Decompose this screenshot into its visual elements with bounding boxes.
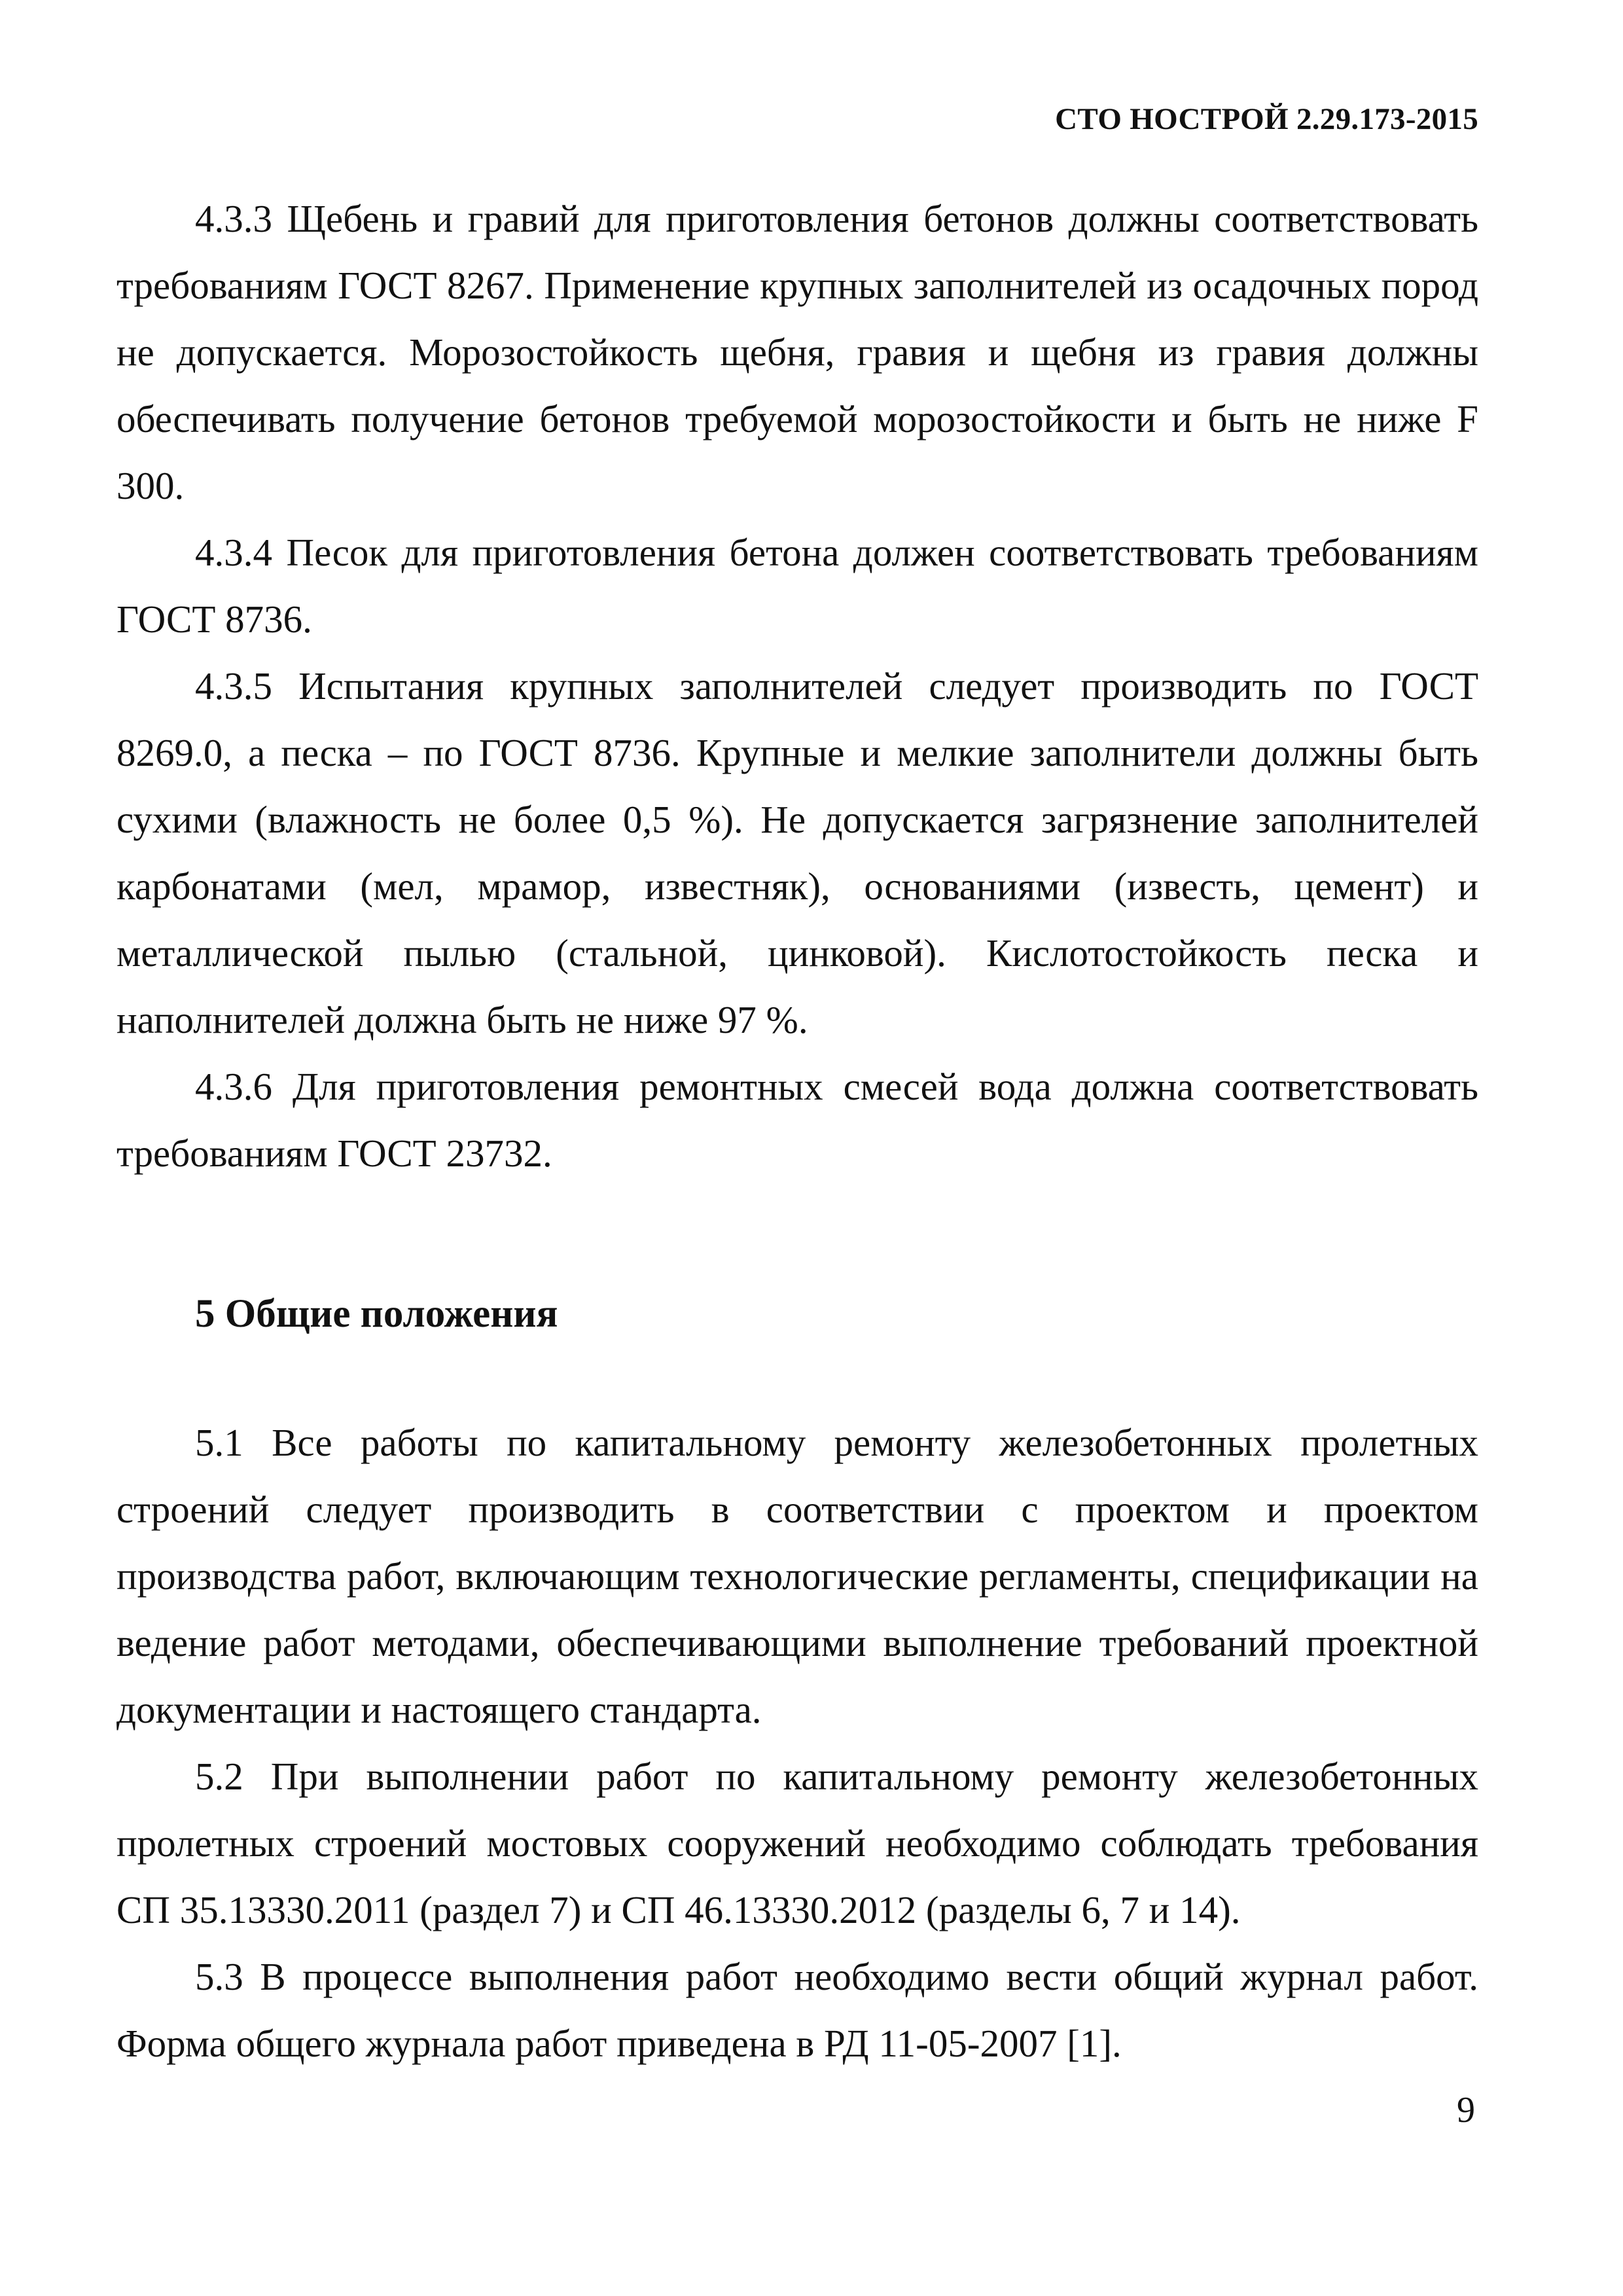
section-title: 5 Общие положения: [195, 1292, 558, 1336]
paragraph-5-3: 5.3 В процессе выполнения работ необходимо вести общий журнал работ. Форма общего журнала работ приведена в РД 11-05-2007 [1].: [116, 1955, 1478, 2065]
paragraph-4-3-4: 4.3.4 Песок для приготовления бетона должен соответствовать требованиям ГОСТ 8736.: [116, 531, 1478, 641]
paragraph-5-2: 5.2 При выполнении работ по капитальному ремонту железобетонных пролетных строений мостовых сооружений необходимо соблюдать требования СП 35.13330.2011 (раздел 7) и СП 46.13330.2012 (разделы 6, 7 и 14).: [116, 1755, 1478, 1931]
paragraph-5-1: 5.1 Все работы по капитальному ремонту железобетонных пролетных строений следует производить в соответствии с проектом и проектом производства работ, включающим технологические регламенты, спецификации на ведение работ методами, обеспечивающими выполнение требований проектной документации и настоящего стандарта.: [116, 1421, 1478, 1731]
page-content: [116, 185, 1478, 2077]
document-code-header: СТО НОСТРОЙ 2.29.173-2015: [1055, 102, 1478, 136]
page-number: 9: [1457, 2090, 1475, 2130]
paragraph-4-3-6: 4.3.6 Для приготовления ремонтных смесей вода должна соответствовать требованиям ГОСТ 23732.: [116, 1065, 1478, 1175]
paragraph-4-3-5: 4.3.5 Испытания крупных заполнителей следует производить по ГОСТ 8269.0, а песка – по ГОСТ 8736. Крупные и мелкие заполнители должны быть сухими (влажность не более 0,5 %). Не допускается загрязнение заполнителей карбонатами (мел, мрамор, известняк), основаниями (известь, цемент) и металлической пылью (стальной, цинковой). Кислотостойкость песка и наполнителей должна быть не ниже 97 %.: [116, 664, 1478, 1041]
paragraph-4-3-3: 4.3.3 Щебень и гравий для приготовления бетонов должны соответствовать требованиям ГОСТ 8267. Применение крупных заполнителей из осадочных пород не допускается. Морозостойкость щебня, гравия и щебня из гравия должны обеспечивать получение бетонов требуемой морозостойкости и быть не ниже F 300.: [116, 197, 1478, 507]
